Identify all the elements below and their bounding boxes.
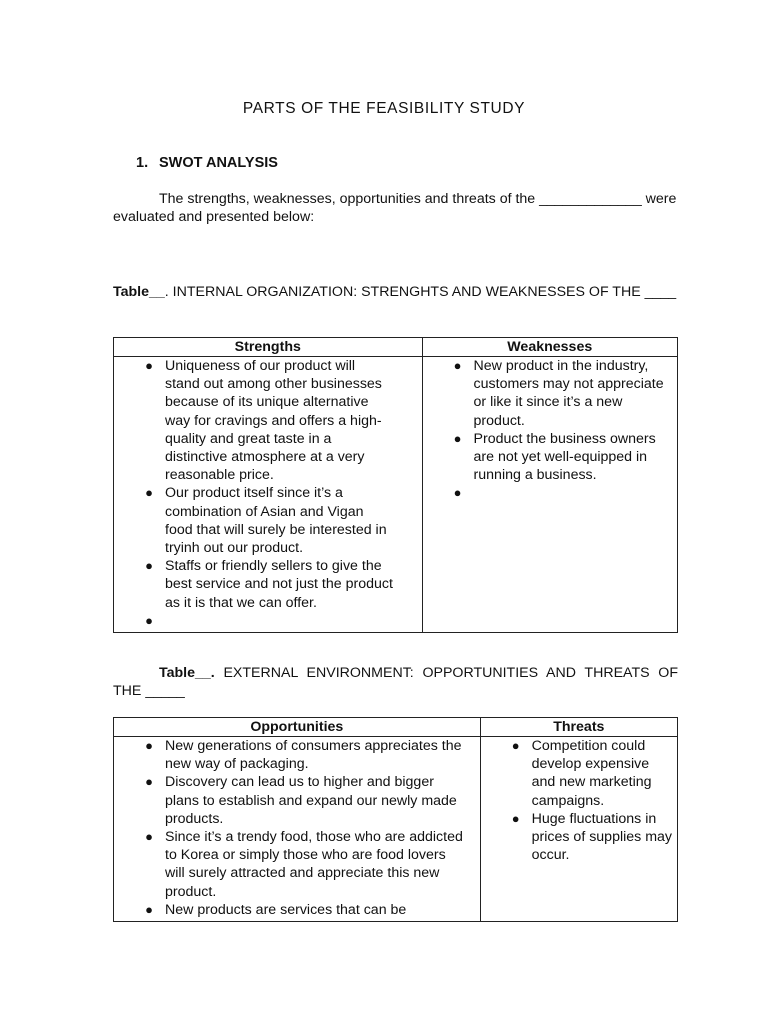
section-number: 1. — [136, 155, 149, 171]
strengths-cell — [114, 357, 423, 633]
bullet-icon: ● — [511, 738, 520, 753]
table-caption-text: . INTERNAL ORGANIZATION: STRENGHTS AND WEAKNESSES OF THE ____ — [164, 284, 677, 300]
strengths-list — [114, 357, 422, 630]
list-item-text: Huge fluctuations in prices of supplies may occur. — [531, 810, 672, 864]
opportunities-list — [114, 737, 480, 919]
bullet-icon: ● — [453, 430, 462, 446]
list-item-text: New products are services that can be — [165, 901, 407, 918]
threats-cell — [480, 737, 677, 922]
list-item-text: Product the business owners are not yet well-equipped in running a business. — [473, 430, 656, 484]
threats-list — [481, 737, 677, 864]
table-caption-internal — [113, 283, 678, 301]
weaknesses-cell — [422, 357, 677, 633]
weaknesses-list — [423, 357, 677, 503]
bullet-icon: ● — [145, 738, 153, 753]
list-item-text: Staffs or friendly sellers to give the best service and not just the product as it is that we can offer. — [165, 558, 393, 611]
list-item — [114, 557, 422, 612]
strengths-header: Strengths — [114, 338, 423, 357]
list-item-text: Since it’s a trendy food, those who are addicted to Korea or simply those who are food lovers will surely attracted and appreciate this new product. — [165, 829, 463, 900]
list-item — [114, 828, 480, 901]
list-item-text: Our product itself since it’s a combination of Asian and Vigan food that will surely be interested in tryinh out our product. — [165, 485, 387, 557]
page-title: PARTS OF THE FEASIBILITY STUDY — [242, 100, 526, 117]
table-row — [114, 737, 678, 922]
list-item-text: New generations of consumers appreciates the new way of packaging. — [165, 738, 462, 773]
list-item — [481, 737, 677, 810]
bullet-icon: ● — [511, 810, 520, 826]
bullet-icon: ● — [145, 558, 153, 574]
table-header-row — [114, 718, 678, 737]
bullet-icon: ● — [145, 485, 153, 501]
table-label: Table__. — [159, 665, 215, 681]
strengths-weaknesses-table — [113, 337, 678, 633]
table-header-row — [114, 338, 678, 357]
weaknesses-header: Weaknesses — [422, 338, 677, 357]
bullet-icon: ● — [145, 901, 153, 917]
bullet-icon: ● — [145, 829, 153, 845]
section-title: SWOT ANALYSIS — [159, 155, 278, 171]
list-item — [114, 737, 480, 773]
table-row — [114, 357, 678, 633]
list-item-text: New product in the industry, customers may not appreciate or like it since it’s a new product. — [473, 358, 664, 429]
list-item — [114, 357, 422, 484]
list-item — [114, 612, 422, 630]
list-item-text: Competition could develop expensive and new marketing campaigns. — [531, 738, 652, 809]
table-label: Table__ — [113, 284, 165, 300]
bullet-icon: ● — [453, 358, 462, 373]
list-item — [423, 484, 677, 502]
list-item-text: Uniqueness of our product will stand out among other businesses because of its unique alternative way for cravings and offers a high-quality and great taste in a distinctive atmosphere at a very reasonable price. — [165, 358, 382, 484]
opportunities-cell — [114, 737, 481, 922]
opportunities-header: Opportunities — [114, 718, 481, 737]
table-caption-text: EXTERNAL ENVIRONMENT: OPPORTUNITIES AND THREATS OF THE _____ — [113, 665, 678, 699]
bullet-icon: ● — [145, 774, 153, 790]
list-item — [481, 810, 677, 865]
list-item — [114, 773, 480, 828]
list-item-text: Discovery can lead us to higher and bigger plans to establish and expand our newly made products. — [165, 774, 457, 827]
intro-paragraph — [113, 190, 678, 226]
bullet-icon: ● — [145, 358, 153, 373]
table-caption-external — [113, 664, 678, 700]
section-heading — [136, 155, 278, 171]
bullet-icon: ● — [145, 612, 153, 628]
list-item — [114, 484, 422, 557]
threats-header: Threats — [480, 718, 677, 737]
bullet-icon: ● — [453, 485, 462, 501]
list-item — [423, 357, 677, 430]
list-item — [423, 430, 677, 485]
intro-text: The strengths, weaknesses, opportunities and threats of the _____________ were evaluated and presented below: — [113, 191, 677, 225]
opportunities-threats-table — [113, 717, 678, 922]
list-item — [114, 901, 480, 919]
